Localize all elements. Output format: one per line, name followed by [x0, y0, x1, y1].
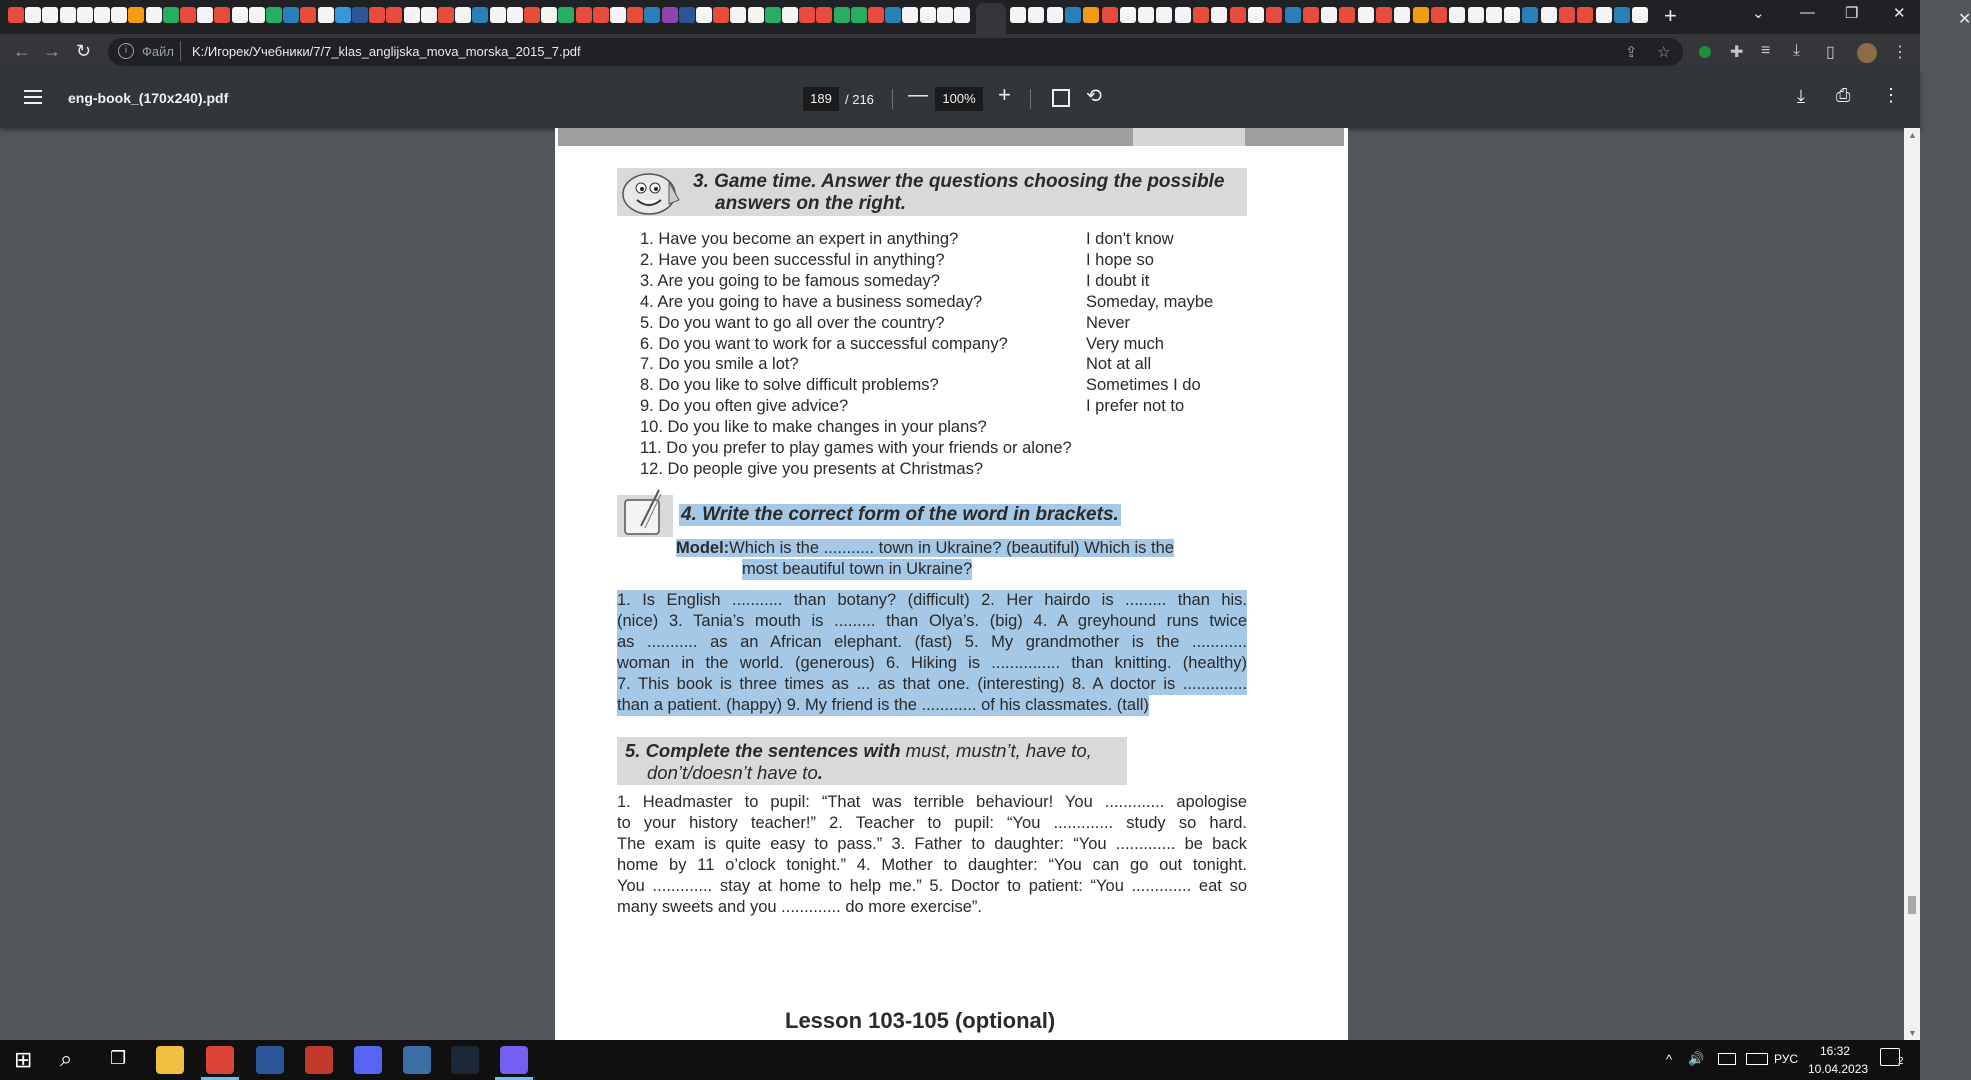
profile-avatar[interactable]: [1857, 43, 1877, 63]
zoom-out-button[interactable]: —: [908, 84, 928, 106]
tab-favicon[interactable]: [1138, 7, 1154, 23]
tab-favicon[interactable]: [404, 7, 420, 23]
question-item: 5. Do you want to go all over the country?: [640, 313, 945, 332]
taskbar-app-discord[interactable]: [354, 1046, 382, 1074]
tab-favicon[interactable]: [472, 7, 488, 23]
tab-favicon[interactable]: [558, 7, 574, 23]
answer-item: Someday, maybe: [1086, 292, 1214, 311]
page-number-input[interactable]: 189: [803, 87, 839, 111]
tab-favicon[interactable]: [1211, 7, 1227, 23]
tab-favicon[interactable]: [524, 7, 540, 23]
tab-favicon[interactable]: [610, 7, 626, 23]
tab-favicon[interactable]: [438, 7, 454, 23]
tab-favicon[interactable]: [799, 7, 815, 23]
tab-favicon[interactable]: [713, 7, 729, 23]
browser-menu-icon[interactable]: ⋮: [1892, 44, 1908, 61]
ex5-line: home by 11 o’clock tonight.” 4. Mother to daughter: “You can go out tonight.: [617, 856, 1247, 874]
tab-favicon[interactable]: [163, 7, 179, 23]
question-item: 2. Have you been successful in anything?: [640, 250, 945, 269]
taskbar-app-word[interactable]: [256, 1046, 284, 1074]
start-icon[interactable]: ⊞: [14, 1047, 33, 1072]
taskbar-app-app-red[interactable]: [305, 1046, 333, 1074]
reload-icon[interactable]: ↻: [76, 41, 92, 61]
active-tab[interactable]: [976, 3, 1971, 34]
tab-favicon[interactable]: [1339, 7, 1355, 23]
media-control-icon[interactable]: ≡: [1761, 42, 1771, 59]
tab-favicon[interactable]: [730, 7, 746, 23]
answer-item: Never: [1086, 313, 1131, 332]
taskbar-app-explorer[interactable]: [156, 1046, 184, 1074]
tab-favicon[interactable]: [1376, 7, 1392, 23]
answer-item: I don't know: [1086, 230, 1174, 248]
tab-favicon[interactable]: [1486, 7, 1502, 23]
page-scrollbar[interactable]: [1904, 128, 1920, 1040]
network-icon[interactable]: [1718, 1053, 1736, 1065]
tab-favicon[interactable]: [851, 7, 867, 23]
zoom-in-button[interactable]: +: [998, 82, 1011, 107]
tray-expand-icon[interactable]: ^: [1666, 1052, 1673, 1067]
downloads-icon[interactable]: ⤓: [1793, 42, 1801, 59]
answer-item: Not at all: [1086, 355, 1152, 374]
pdf-download-icon[interactable]: ⤓: [1797, 86, 1805, 106]
volume-icon[interactable]: 🔊: [1688, 1051, 1705, 1066]
model-label: Model:: [676, 539, 730, 557]
tab-favicon[interactable]: [1303, 7, 1319, 23]
tab-favicon[interactable]: [1559, 7, 1575, 23]
tab-favicon[interactable]: [111, 7, 127, 23]
tab-favicon[interactable]: [1321, 7, 1337, 23]
tab-favicon[interactable]: [8, 7, 24, 23]
ex5-line: to your history teacher!” 2. Teacher to pupil: “You ............. study so hard.: [617, 814, 1247, 832]
answer-item: Sometimes I do: [1086, 376, 1201, 395]
question-item: 1. Have you become an expert in anything?: [640, 230, 959, 248]
tab-favicon[interactable]: [25, 7, 41, 23]
tab-favicon[interactable]: [128, 7, 144, 23]
question-item: 4. Are you going to have a business someday?: [640, 292, 983, 311]
tab-favicon[interactable]: [352, 7, 368, 23]
answer-item: Very much: [1086, 334, 1164, 353]
notebook-pencil-icon: [621, 486, 669, 538]
tab-favicon[interactable]: [627, 7, 643, 23]
scroll-up-icon[interactable]: ▲: [1908, 130, 1917, 140]
toolbar-divider: [1030, 89, 1031, 109]
tab-favicon[interactable]: [1541, 7, 1557, 23]
ex4-line: than a patient. (happy) 9. My friend is the ............ of his classmates. (tall): [617, 696, 1149, 714]
tab-favicon[interactable]: [1193, 7, 1209, 23]
url-text[interactable]: K:/Игорек/Учебники/7/7_klas_anglijska_mova_morska_2015_7.pdf: [192, 44, 581, 59]
hamburger-menu-icon[interactable]: [24, 90, 42, 108]
ex5-heading-line1: [625, 740, 1092, 762]
tab-search-icon[interactable]: ⌄: [1752, 5, 1765, 22]
page-total: / 216: [845, 92, 874, 107]
notification-count: 2: [1898, 1056, 1904, 1067]
answer-item: I doubt it: [1086, 271, 1150, 290]
pdf-more-icon[interactable]: ⋮: [1882, 85, 1900, 105]
answer-item: I prefer not to: [1086, 397, 1185, 416]
tab-favicon[interactable]: [1468, 7, 1484, 23]
tab-favicon[interactable]: [1449, 7, 1465, 23]
forward-icon[interactable]: →: [43, 41, 61, 61]
back-icon[interactable]: ←: [13, 41, 31, 61]
tab-strip: [0, 0, 1971, 34]
taskbar-app-steam[interactable]: [451, 1046, 479, 1074]
tab-favicon[interactable]: [249, 7, 265, 23]
tab-favicon[interactable]: [180, 7, 196, 23]
scroll-down-icon[interactable]: ▼: [1908, 1028, 1917, 1038]
print-icon[interactable]: ⎙: [1836, 85, 1851, 105]
task-view-icon[interactable]: ❐: [110, 1048, 127, 1068]
side-panel-icon[interactable]: ▯: [1826, 44, 1835, 61]
ex4-line: 7. This book is three times as ... as that one. (interesting) 8. A doctor is ..............: [617, 675, 1247, 693]
tab-favicon[interactable]: [1065, 7, 1081, 23]
ex4-line: 1. Is English ........... than botany? (difficult) 2. Her hairdo is ......... than his.: [617, 591, 1247, 609]
tab-favicon[interactable]: [94, 7, 110, 23]
taskbar-app-viber[interactable]: [500, 1046, 528, 1074]
tab-favicon[interactable]: [902, 7, 918, 23]
tab-favicon[interactable]: [214, 7, 230, 23]
tab-favicon[interactable]: [421, 7, 437, 23]
tab-favicon[interactable]: [60, 7, 76, 23]
tab-favicon[interactable]: [300, 7, 316, 23]
question-item: 8. Do you like to solve difficult problems?: [640, 376, 939, 395]
tab-favicon[interactable]: [541, 7, 557, 23]
tab-favicon[interactable]: [1047, 7, 1063, 23]
question-item: 12. Do people give you presents at Christmas?: [640, 459, 984, 478]
tab-favicon[interactable]: [782, 7, 798, 23]
ex5-line: The exam is quite easy to pass.” 3. Father to daughter: “You ............. be back: [617, 835, 1247, 853]
extension-green-icon[interactable]: [1699, 46, 1711, 58]
question-item: 11. Do you prefer to play games with your friends or alone?: [640, 439, 1072, 457]
pdf-page: [555, 128, 1348, 1040]
tab-favicon[interactable]: [1120, 7, 1136, 23]
tab-favicon[interactable]: [318, 7, 334, 23]
lesson-title: Lesson 103-105 (optional): [785, 1008, 1056, 1033]
maximize-button[interactable]: ❐: [1845, 5, 1859, 22]
tab-favicon[interactable]: [1431, 7, 1447, 23]
tab-favicon[interactable]: [335, 7, 351, 23]
new-tab-button[interactable]: +: [1664, 3, 1677, 28]
tab-favicon[interactable]: [283, 7, 299, 23]
tab-favicon[interactable]: [455, 7, 471, 23]
tab-favicon[interactable]: [868, 7, 884, 23]
tab-favicon[interactable]: [765, 7, 781, 23]
tab-favicon[interactable]: [1028, 7, 1044, 23]
tab-favicon[interactable]: [576, 7, 592, 23]
extensions-icon[interactable]: ✚: [1730, 44, 1744, 61]
notifications-icon[interactable]: [1880, 1048, 1900, 1066]
minimize-button[interactable]: —: [1800, 4, 1815, 21]
game-face-icon: [619, 170, 683, 216]
clock-time[interactable]: 16:32: [1820, 1044, 1851, 1058]
url-separator: [180, 41, 181, 61]
tab-favicon[interactable]: [679, 7, 695, 23]
keyboard-icon[interactable]: [1746, 1053, 1768, 1065]
rotate-icon[interactable]: ⟲: [1086, 86, 1102, 107]
tab-favicon[interactable]: [1614, 7, 1630, 23]
close-window-button[interactable]: ✕: [1893, 5, 1906, 22]
tab-favicon[interactable]: [1102, 7, 1118, 23]
tab-favicon[interactable]: [1522, 7, 1538, 23]
question-item: 3. Are you going to be famous someday?: [640, 271, 940, 290]
windows-taskbar: [0, 1040, 1920, 1080]
tab-favicon[interactable]: [954, 7, 970, 23]
tab-favicon[interactable]: [1358, 7, 1374, 23]
taskbar-app-chrome[interactable]: [206, 1046, 234, 1074]
tab-favicon[interactable]: [816, 7, 832, 23]
question-item: 7. Do you smile a lot?: [640, 355, 799, 374]
question-item: 10. Do you like to make changes in your plans?: [640, 418, 987, 437]
ex4-heading: 4. Write the correct form of the word in brackets.: [681, 504, 1119, 525]
tab-favicon[interactable]: [146, 7, 162, 23]
pdf-toolbar: [0, 70, 1920, 128]
answer-item: I hope so: [1086, 250, 1154, 269]
model-text1: Which is the ........... town in Ukraine? (beautiful) Which is the: [729, 539, 1174, 557]
close-tab-icon[interactable]: ✕: [1958, 11, 1971, 28]
ex5-line: You ............. stay at home to help me.” 5. Doctor to patient: “You ............. eat so: [617, 877, 1247, 895]
zoom-level-input[interactable]: 100%: [935, 87, 983, 111]
tab-favicon[interactable]: [1394, 7, 1410, 23]
ex3-heading-line2: answers on the right.: [715, 193, 907, 214]
question-item: 6. Do you want to work for a successful company?: [640, 334, 1008, 353]
ex5-heading-bold: 5. Complete the sentences with: [625, 740, 901, 761]
tab-favicon[interactable]: [1577, 7, 1593, 23]
model-line1: [676, 538, 1174, 559]
ex4-line: as ........... as an African elephant. (fast) 5. My grandmother is the ............: [617, 633, 1247, 651]
tab-favicon[interactable]: [1010, 7, 1026, 23]
tab-favicon[interactable]: [1248, 7, 1264, 23]
tab-favicon[interactable]: [1413, 7, 1429, 23]
tab-favicon[interactable]: [386, 7, 402, 23]
ex5-line: many sweets and you ............. do more exercise”.: [617, 898, 982, 916]
ex5-heading-words1: must, mustn’t, have to,: [905, 740, 1092, 761]
tab-favicon[interactable]: [1175, 7, 1191, 23]
tab-favicon[interactable]: [593, 7, 609, 23]
ex5-heading-line2: [647, 762, 823, 784]
fit-to-page-icon[interactable]: [1052, 89, 1070, 107]
tab-favicon[interactable]: [748, 7, 764, 23]
address-bar[interactable]: [108, 38, 1683, 66]
question-item: 9. Do you often give advice?: [640, 397, 849, 416]
document-title: eng-book_(170x240).pdf: [68, 90, 229, 106]
share-icon[interactable]: ⇪: [1625, 44, 1638, 61]
tab-favicon[interactable]: [42, 7, 58, 23]
ex5-heading-words2: don’t/doesn’t have to: [647, 762, 818, 783]
tab-favicon[interactable]: [232, 7, 248, 23]
tab-favicon[interactable]: [937, 7, 953, 23]
ex5-heading-end: .: [817, 762, 823, 783]
taskbar-app-save-app[interactable]: [403, 1046, 431, 1074]
tab-favicon[interactable]: [1285, 7, 1301, 23]
tab-favicon[interactable]: [77, 7, 93, 23]
tab-favicon[interactable]: [1156, 7, 1172, 23]
tab-favicon[interactable]: [1083, 7, 1099, 23]
search-icon[interactable]: ⌕: [60, 1046, 73, 1071]
tab-favicon[interactable]: [1230, 7, 1246, 23]
tab-favicon[interactable]: [266, 7, 282, 23]
ex3-heading-line1: 3. Game time. Answer the questions choosing the possible: [693, 171, 1225, 192]
tab-favicon[interactable]: [369, 7, 385, 23]
scroll-thumb[interactable]: [1908, 896, 1916, 914]
bookmark-star-icon[interactable]: ☆: [1657, 44, 1671, 61]
tab-favicon[interactable]: [834, 7, 850, 23]
model-line2: most beautiful town in Ukraine?: [742, 560, 973, 578]
toolbar-divider: [892, 89, 893, 109]
ex4-line: (nice) 3. Tania’s mouth is ......... than Olya’s. (big) 4. A greyhound runs twice: [617, 612, 1247, 630]
tab-favicon[interactable]: [1632, 7, 1648, 23]
ex4-line: woman in the world. (generous) 6. Hiking is ............... than knitting. (healthy): [617, 654, 1247, 672]
tab-favicon[interactable]: [1266, 7, 1282, 23]
tab-favicon[interactable]: [197, 7, 213, 23]
tab-favicon[interactable]: [1596, 7, 1612, 23]
info-icon[interactable]: i: [118, 43, 134, 59]
language-indicator[interactable]: РУС: [1774, 1052, 1799, 1066]
tab-favicon[interactable]: [920, 7, 936, 23]
clock-date[interactable]: 10.04.2023: [1808, 1062, 1869, 1076]
tab-favicon[interactable]: [696, 7, 712, 23]
ex5-line: 1. Headmaster to pupil: “That was terrible behaviour! You ............. apologise: [617, 793, 1247, 811]
tab-favicon[interactable]: [885, 7, 901, 23]
page-top-banner-light: [1133, 128, 1245, 146]
tab-favicon[interactable]: [1504, 7, 1520, 23]
tab-favicon[interactable]: [662, 7, 678, 23]
tab-favicon[interactable]: [490, 7, 506, 23]
tab-favicon[interactable]: [644, 7, 660, 23]
scheme-label: Файл: [142, 44, 174, 59]
browser-toolbar: [0, 34, 1920, 70]
tab-favicon[interactable]: [507, 7, 523, 23]
